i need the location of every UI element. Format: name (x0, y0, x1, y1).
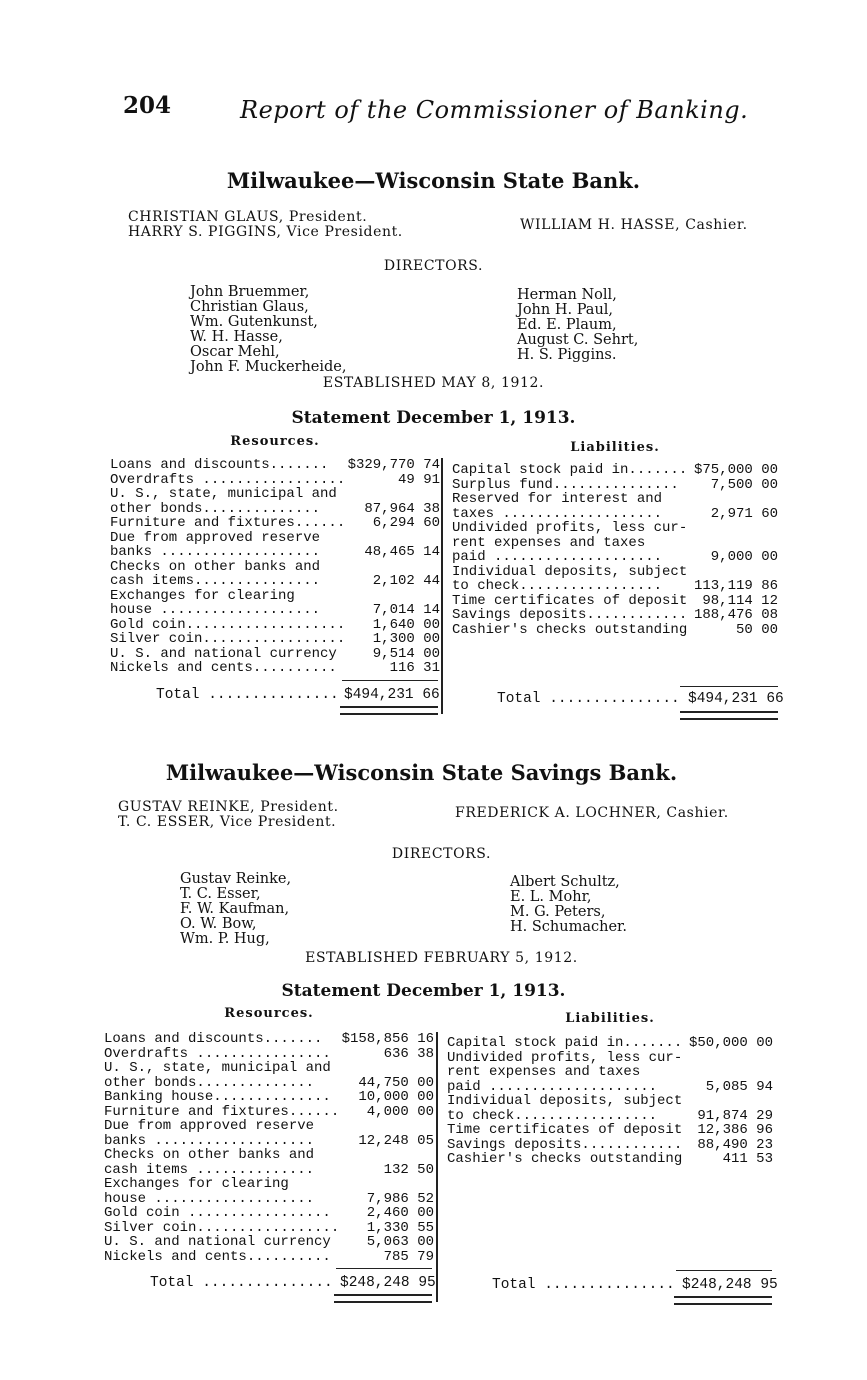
ledger-amount: 1,640 00 (372, 616, 440, 633)
director: Wm. P. Hug, (180, 931, 270, 947)
ledger-row (452, 478, 778, 493)
ledger-label: Checks on other banks and (104, 1148, 315, 1163)
bank1-resources-subtotal-rule (342, 680, 438, 681)
ledger-label: Furniture and fixtures...... (104, 1104, 340, 1119)
ledger-row (452, 536, 778, 551)
ledger-row (110, 487, 440, 502)
ledger-row (110, 618, 440, 633)
bank2-cashier: FREDERICK A. LOCHNER, Cashier. (455, 805, 729, 821)
ledger-label: Silver coin................. (110, 632, 346, 647)
ledger-label: Surplus fund............... (452, 477, 679, 492)
ledger-amount (692, 492, 778, 507)
ledger-amount: 98,114 12 (702, 592, 778, 609)
ledger-amount: 50 00 (735, 621, 778, 638)
ledger-amount (354, 589, 440, 604)
ledger-amount: 2,102 44 (372, 573, 440, 589)
ledger-amount: 2,971 60 (710, 505, 778, 522)
ledger-amount: 1,300 00 (372, 631, 440, 647)
ledger-amount: 91,874 29 (697, 1107, 773, 1124)
ledger-label: Time certificates of deposit (452, 593, 688, 608)
bank1-resources-heading: Resources. (230, 434, 320, 449)
bank1-directors-left (190, 285, 346, 375)
ledger-label: Undivided profits, less cur- (447, 1050, 683, 1065)
ledger-amount: 87,964 38 (364, 500, 440, 517)
ledger-amount: 6,294 60 (372, 515, 440, 531)
bank1-column-divider (441, 458, 443, 714)
ledger-amount: 2,460 00 (366, 1205, 434, 1221)
ledger-label: Cashier's checks outstanding (447, 1152, 683, 1167)
ledger-amount: 48,465 14 (364, 544, 440, 560)
ledger-label: U. S., state, municipal and (110, 487, 337, 502)
ledger-label: taxes ................... (452, 506, 663, 521)
ledger-row (452, 507, 778, 522)
bank2-officers-left (118, 800, 339, 830)
bank1-officers-left (128, 210, 403, 240)
ledger-label: U. S. and national currency (110, 646, 337, 661)
bank2-resources-heading: Resources. (224, 1006, 314, 1021)
ledger-row (447, 1036, 773, 1051)
ledger-row (104, 1192, 434, 1207)
ledger-label: Capital stock paid in....... (447, 1036, 683, 1051)
ledger-row (104, 1235, 434, 1250)
ledger-amount: 636 38 (383, 1045, 434, 1062)
ledger-amount (348, 1148, 434, 1163)
director: Wm. Gutenkunst, (190, 314, 318, 330)
ledger-label: Savings deposits............ (447, 1137, 683, 1152)
bank2-established: ESTABLISHED FEBRUARY 5, 1912. (305, 950, 578, 966)
director: Herman Noll, (517, 287, 617, 303)
bank2-resources-subtotal-rule (336, 1268, 432, 1269)
ledger-row (110, 661, 440, 676)
director: Oscar Mehl, (190, 344, 280, 360)
ledger-row (447, 1094, 773, 1109)
page-number: 204 (123, 92, 172, 119)
ledger-row (452, 623, 778, 638)
ledger-row (110, 632, 440, 647)
ledger-row (452, 492, 778, 507)
ledger-amount: 88,490 23 (697, 1136, 773, 1153)
ledger-amount: 785 79 (383, 1248, 434, 1265)
ledger-amount: 411 53 (722, 1151, 773, 1167)
ledger-amount (348, 1119, 434, 1134)
bank2-resources-total-rule (334, 1294, 432, 1303)
ledger-row (452, 550, 778, 565)
director: John Bruemmer, (190, 284, 310, 300)
bank2-resources-total-label: Total ............... (150, 1275, 333, 1291)
ledger-row (110, 589, 440, 604)
ledger-label: Overdrafts ................ (104, 1046, 331, 1061)
ledger-amount: 188,476 08 (693, 607, 778, 623)
ledger-row (110, 545, 440, 560)
director: John H. Paul, (517, 302, 614, 318)
director: T. C. Esser, (180, 886, 261, 902)
ledger-label: to check................. (447, 1108, 658, 1123)
ledger-amount (692, 521, 778, 536)
ledger-label: Banking house.............. (104, 1090, 331, 1105)
ledger-row (110, 560, 440, 575)
ledger-amount: 7,500 00 (710, 476, 778, 493)
ledger-row (104, 1163, 434, 1178)
ledger-row (447, 1065, 773, 1080)
ledger-label: banks ................... (110, 545, 321, 560)
ledger-label: cash items .............. (104, 1162, 315, 1177)
ledger-label: Individual deposits, subject (452, 564, 688, 579)
ledger-row (110, 603, 440, 618)
ledger-label: Reserved for interest and (452, 492, 663, 507)
ledger-row (452, 594, 778, 609)
bank2-liabilities-total-rule (674, 1296, 772, 1305)
bank1-directors-right (517, 288, 638, 363)
ledger-amount: 4,000 00 (366, 1103, 434, 1120)
ledger-label: other bonds.............. (104, 1075, 315, 1090)
bank1-president: CHRISTIAN GLAUS, President. (128, 209, 368, 225)
ledger-label: Time certificates of deposit (447, 1123, 683, 1138)
bank2-vice-president: T. C. ESSER, Vice President. (118, 814, 337, 830)
ledger-label: Due from approved reserve (110, 530, 321, 545)
director: August C. Sehrt, (517, 332, 639, 348)
ledger-label: U. S., state, municipal and (104, 1061, 331, 1076)
ledger-label: to check................. (452, 579, 663, 594)
bank2-title: Milwaukee—Wisconsin State Savings Bank. (165, 760, 678, 785)
bank2-liabilities-list (447, 1036, 773, 1167)
bank1-title: Milwaukee—Wisconsin State Bank. (226, 168, 641, 193)
ledger-amount (348, 1061, 434, 1076)
ledger-amount: 44,750 00 (358, 1074, 434, 1091)
bank1-liabilities-list (452, 463, 778, 637)
ledger-amount (354, 560, 440, 575)
ledger-amount: 10,000 00 (358, 1089, 434, 1105)
ledger-label: rent expenses and taxes (452, 535, 646, 550)
ledger-amount (687, 1051, 773, 1066)
ledger-label: U. S. and national currency (104, 1235, 331, 1250)
ledger-label: Capital stock paid in....... (452, 463, 688, 478)
ledger-amount (692, 565, 778, 580)
ledger-label: house ................... (104, 1191, 315, 1206)
ledger-row (104, 1105, 434, 1120)
ledger-label: Savings deposits............ (452, 608, 688, 623)
ledger-amount: 132 50 (383, 1161, 434, 1178)
ledger-row (110, 574, 440, 589)
ledger-amount (687, 1065, 773, 1080)
ledger-row (452, 565, 778, 580)
bank2-liabilities-total: $248,248 95 (682, 1277, 778, 1293)
ledger-row (104, 1134, 434, 1149)
ledger-label: Loans and discounts....... (110, 458, 329, 473)
ledger-amount (348, 1177, 434, 1192)
ledger-label: Exchanges for clearing (110, 588, 295, 603)
ledger-row (110, 516, 440, 531)
ledger-label: Silver coin................. (104, 1220, 340, 1235)
ledger-row (110, 647, 440, 662)
ledger-row (110, 531, 440, 546)
ledger-row (110, 473, 440, 488)
ledger-row (104, 1061, 434, 1076)
ledger-amount: 12,386 96 (697, 1122, 773, 1138)
ledger-amount (354, 487, 440, 502)
ledger-amount: $158,856 16 (341, 1031, 434, 1047)
bank1-liabilities-total: $494,231 66 (688, 691, 784, 707)
bank1-vice-president: HARRY S. PIGGINS, Vice President. (128, 224, 403, 240)
director: John F. Muckerheide, (190, 359, 347, 375)
ledger-label: Gold coin ................. (104, 1206, 331, 1221)
ledger-label: paid .................... (452, 550, 663, 565)
director: Gustav Reinke, (180, 871, 292, 887)
ledger-row (104, 1177, 434, 1192)
director: F. W. Kaufman, (180, 901, 290, 917)
director: W. H. Hasse, (190, 329, 283, 345)
director: M. G. Peters, (510, 904, 606, 920)
director: Ed. E. Plaum, (517, 317, 617, 333)
ledger-label: Exchanges for clearing (104, 1177, 289, 1192)
ledger-row (104, 1221, 434, 1236)
ledger-label: Loans and discounts....... (104, 1032, 323, 1047)
bank2-liabilities-total-label: Total ............... (492, 1277, 675, 1293)
ledger-row (447, 1152, 773, 1167)
ledger-label: Individual deposits, subject (447, 1094, 683, 1109)
ledger-amount: 1,330 55 (366, 1219, 434, 1236)
ledger-amount: 5,085 94 (705, 1078, 773, 1095)
bank1-established: ESTABLISHED MAY 8, 1912. (322, 375, 545, 391)
director: Christian Glaus, (190, 299, 309, 315)
ledger-amount (687, 1094, 773, 1109)
director: H. S. Piggins. (517, 347, 617, 363)
bank1-directors-heading: DIRECTORS. (383, 258, 484, 274)
bank2-liabilities-heading: Liabilities. (565, 1011, 655, 1026)
ledger-amount: 12,248 05 (358, 1132, 434, 1149)
ledger-row (104, 1047, 434, 1062)
ledger-row (110, 502, 440, 517)
ledger-amount: $329,770 74 (347, 457, 440, 473)
bank2-column-divider (436, 1032, 438, 1302)
ledger-row (104, 1119, 434, 1134)
ledger-amount: 49 91 (397, 471, 440, 488)
bank2-president: GUSTAV REINKE, President. (118, 799, 339, 815)
bank1-liabilities-subtotal-rule (680, 686, 778, 687)
ledger-row (447, 1051, 773, 1066)
bank1-resources-total: $494,231 66 (344, 687, 440, 703)
ledger-row (110, 458, 440, 473)
ledger-amount: 7,014 14 (372, 602, 440, 618)
ledger-amount (692, 536, 778, 551)
ledger-amount: $75,000 00 (693, 462, 778, 478)
ledger-amount: 113,119 86 (693, 578, 778, 594)
ledger-row (452, 608, 778, 623)
bank1-resources-list (110, 458, 440, 676)
bank1-liabilities-total-rule (680, 711, 778, 720)
ledger-row (447, 1080, 773, 1095)
ledger-label: rent expenses and taxes (447, 1065, 641, 1080)
ledger-label: banks ................... (104, 1133, 315, 1148)
ledger-row (452, 463, 778, 478)
ledger-label: Checks on other banks and (110, 559, 321, 574)
ledger-label: house ................... (110, 603, 321, 618)
ledger-label: Nickels and cents.......... (110, 661, 337, 676)
ledger-label: Undivided profits, less cur- (452, 521, 688, 536)
bank2-directors-left (180, 872, 291, 947)
ledger-amount (354, 531, 440, 546)
ledger-row (104, 1090, 434, 1105)
bank1-liabilities-heading: Liabilities. (570, 440, 660, 455)
ledger-row (104, 1250, 434, 1265)
bank2-directors-heading: DIRECTORS. (391, 846, 492, 862)
ledger-row (447, 1123, 773, 1138)
bank2-resources-list (104, 1032, 434, 1264)
bank1-liabilities-total-label: Total ............... (497, 691, 680, 707)
bank2-liabilities-subtotal-rule (676, 1270, 772, 1271)
ledger-label: Due from approved reserve (104, 1119, 315, 1134)
ledger-label: Gold coin................... (110, 617, 346, 632)
ledger-row (104, 1206, 434, 1221)
ledger-label: Furniture and fixtures...... (110, 516, 346, 531)
ledger-label: Nickels and cents.......... (104, 1249, 331, 1264)
ledger-amount: 116 31 (389, 660, 440, 676)
ledger-amount: 9,514 00 (372, 645, 440, 662)
ledger-row (452, 579, 778, 594)
ledger-row (447, 1109, 773, 1124)
ledger-amount: 5,063 00 (366, 1234, 434, 1250)
ledger-row (104, 1032, 434, 1047)
ledger-label: other bonds.............. (110, 501, 321, 516)
bank1-cashier: WILLIAM H. HASSE, Cashier. (520, 217, 748, 233)
director: H. Schumacher. (510, 919, 627, 935)
bank1-resources-total-label: Total ............... (156, 687, 339, 703)
director: Albert Schultz, (510, 874, 620, 890)
bank2-directors-right (510, 875, 627, 935)
ledger-label: cash items............... (110, 574, 321, 589)
ledger-amount: $50,000 00 (688, 1035, 773, 1051)
ledger-row (104, 1148, 434, 1163)
director: O. W. Bow, (180, 916, 257, 932)
bank2-statement-title: Statement December 1, 1913. (281, 981, 566, 1001)
bank1-resources-total-rule (340, 706, 438, 715)
running-title: Report of the Commissioner of Banking. (240, 96, 749, 124)
ledger-row (447, 1138, 773, 1153)
ledger-label: Cashier's checks outstanding (452, 622, 688, 637)
ledger-row (452, 521, 778, 536)
director: E. L. Mohr, (510, 889, 592, 905)
bank1-statement-title: Statement December 1, 1913. (291, 408, 576, 428)
ledger-amount: 9,000 00 (710, 549, 778, 565)
bank2-resources-total: $248,248 95 (340, 1275, 436, 1291)
ledger-label: Overdrafts ................. (110, 472, 346, 487)
ledger-label: paid .................... (447, 1079, 658, 1094)
ledger-row (104, 1076, 434, 1091)
ledger-amount: 7,986 52 (366, 1190, 434, 1207)
